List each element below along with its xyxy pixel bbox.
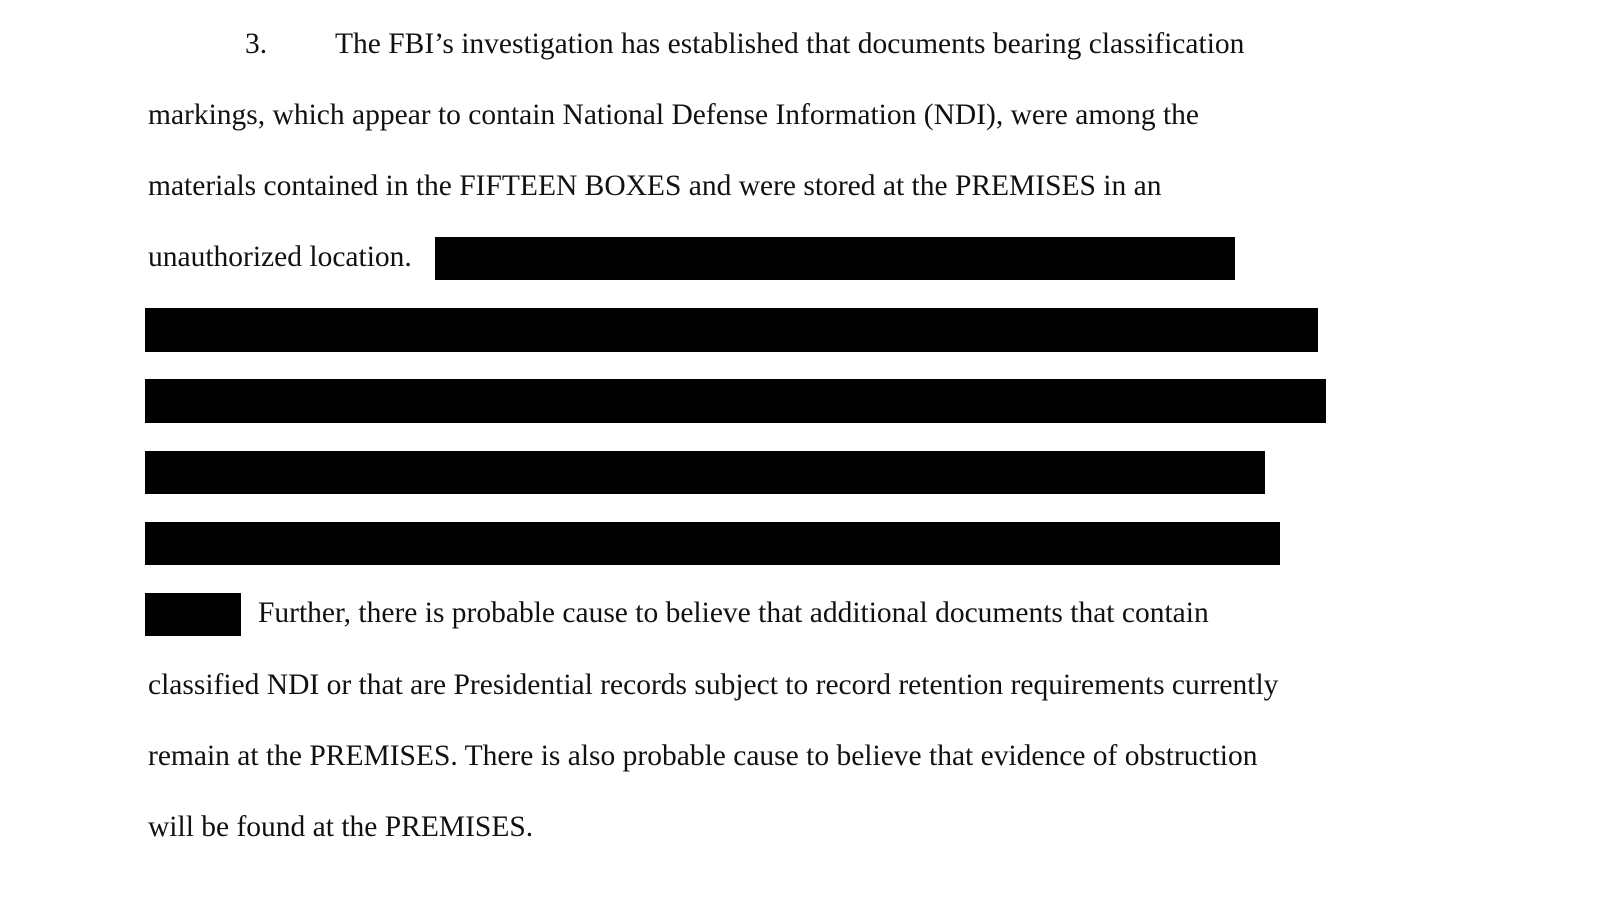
text-line: materials contained in the FIFTEEN BOXES and were stored at the PREMISES in an	[148, 170, 1162, 202]
text-line: classified NDI or that are Presidential records subject to record retention requirements currently	[148, 669, 1279, 701]
redaction-bar	[145, 379, 1326, 423]
text-line: markings, which appear to contain National Defense Information (NDI), were among the	[148, 99, 1199, 131]
text-line: The FBI’s investigation has established that documents bearing classification	[335, 28, 1245, 60]
text-line: remain at the PREMISES. There is also probable cause to believe that evidence of obstruction	[148, 740, 1258, 772]
redaction-bar	[435, 237, 1235, 280]
text-line: will be found at the PREMISES.	[148, 811, 534, 843]
redaction-bar	[145, 522, 1280, 565]
redaction-bar	[145, 451, 1265, 494]
paragraph-number: 3.	[245, 28, 268, 60]
text-line: Further, there is probable cause to believe that additional documents that contain	[258, 597, 1209, 629]
text-line: unauthorized location.	[148, 241, 412, 273]
redaction-bar	[145, 308, 1318, 352]
redaction-bar	[145, 593, 241, 636]
